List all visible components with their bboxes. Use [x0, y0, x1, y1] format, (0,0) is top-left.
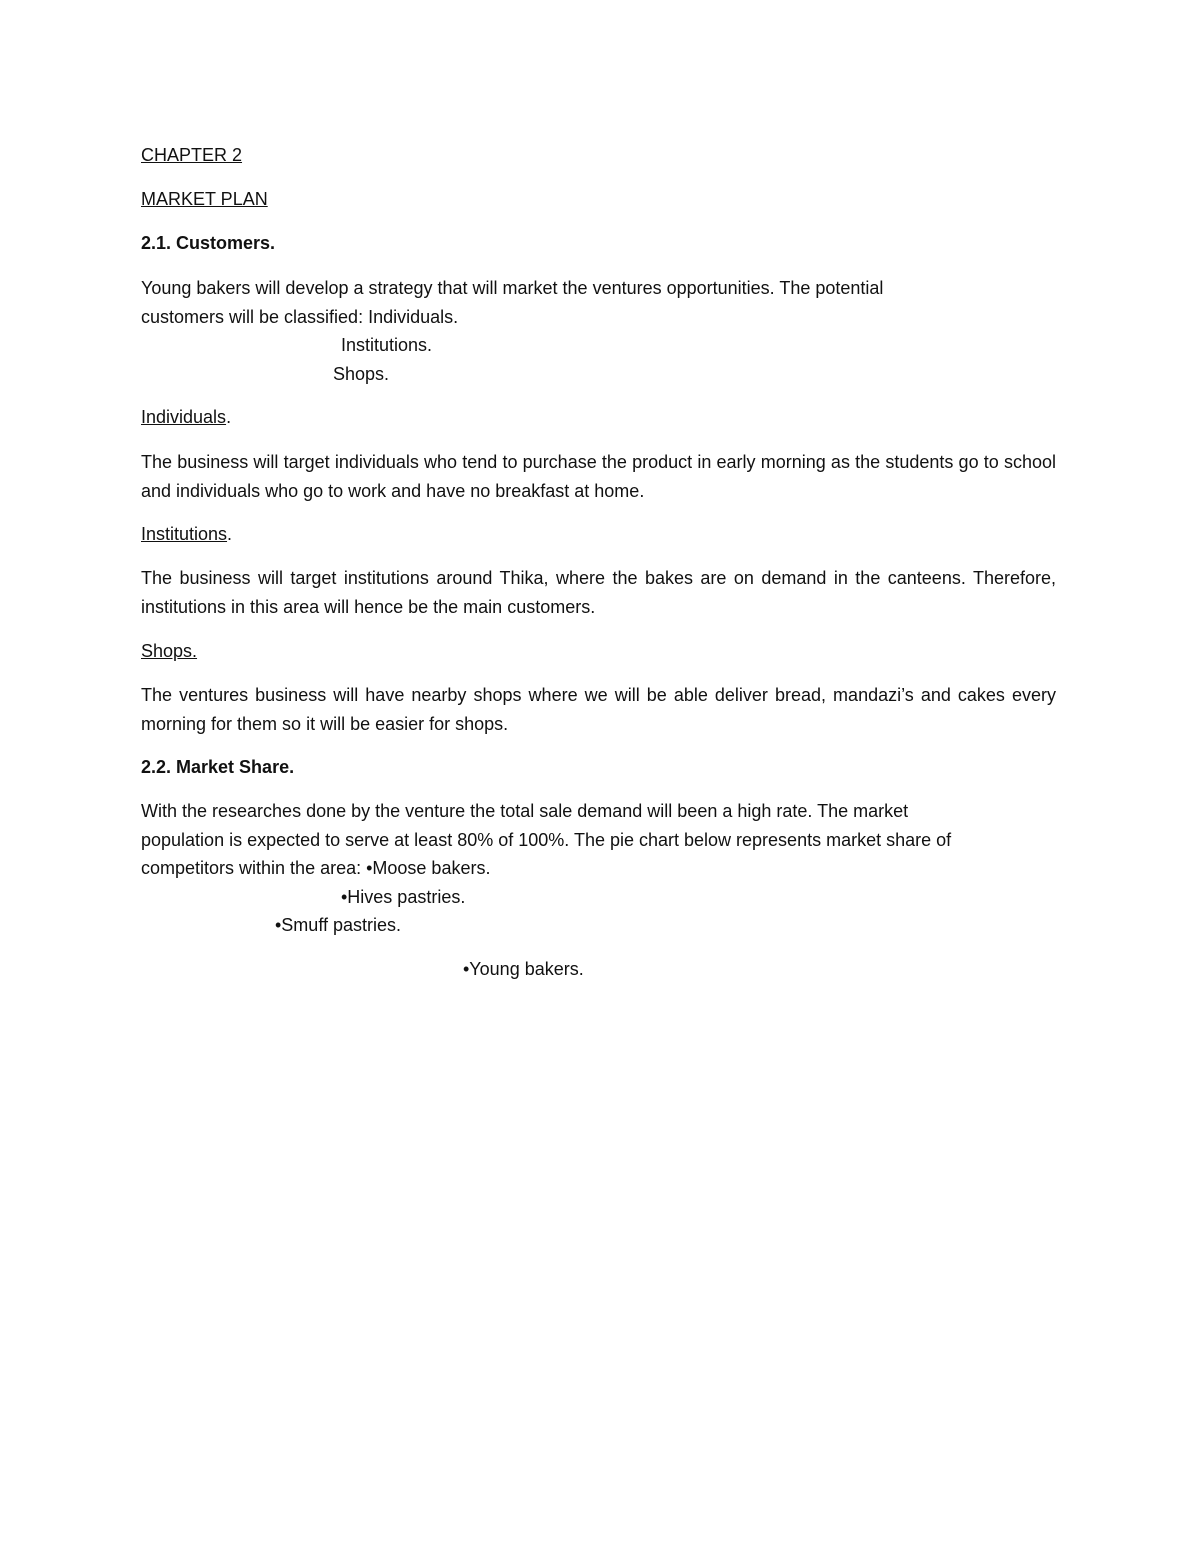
customers-intro-line1: Young bakers will develop a strategy that will market the ventures opportunities. The potential — [141, 278, 884, 298]
market-share-line3: competitors within the area: •Moose bakers. — [141, 858, 491, 878]
institutions-subheading-suffix: . — [227, 524, 233, 544]
competitor-smuff-pastries: •Smuff pastries. — [275, 915, 402, 935]
individuals-subheading-text: Individuals — [141, 407, 227, 427]
competitor-hives-pastries: •Hives pastries. — [341, 887, 466, 907]
individuals-subheading-suffix: . — [226, 407, 232, 427]
customer-class-institutions: Institutions. — [341, 335, 433, 355]
customer-class-shops: Shops. — [333, 364, 390, 384]
customers-intro-line2: customers will be classified: Individuals. — [141, 307, 459, 327]
chapter-heading: CHAPTER 2 — [141, 145, 243, 165]
institutions-paragraph: The business will target institutions around Thika, where the bakes are on demand in the canteens. Therefore, institutions in this area will hence be the main customers. — [141, 568, 1056, 617]
market-share-line1: With the researches done by the venture the total sale demand will been a high rate. The market — [141, 801, 909, 821]
individuals-subheading — [141, 406, 231, 428]
market-share-line2: population is expected to serve at least 80% of 100%. The pie chart below represents market share of — [141, 830, 952, 850]
section-heading-customers: 2.1. Customers. — [141, 233, 276, 253]
individuals-paragraph: The business will target individuals who tend to purchase the product in early morning as the students go to school and individuals who go to work and have no breakfast at home. — [141, 452, 1056, 501]
section-heading-market-share: 2.2. Market Share. — [141, 757, 295, 777]
competitor-young-bakers: •Young bakers. — [463, 959, 584, 979]
part-title: MARKET PLAN — [141, 189, 268, 209]
shops-subheading: Shops. — [141, 641, 198, 661]
shops-paragraph: The ventures business will have nearby shops where we will be able deliver bread, mandazi’s and cakes every morning for them so it will be easier for shops. — [141, 685, 1056, 734]
institutions-subheading-text: Institutions — [141, 524, 228, 544]
institutions-subheading — [141, 523, 232, 545]
